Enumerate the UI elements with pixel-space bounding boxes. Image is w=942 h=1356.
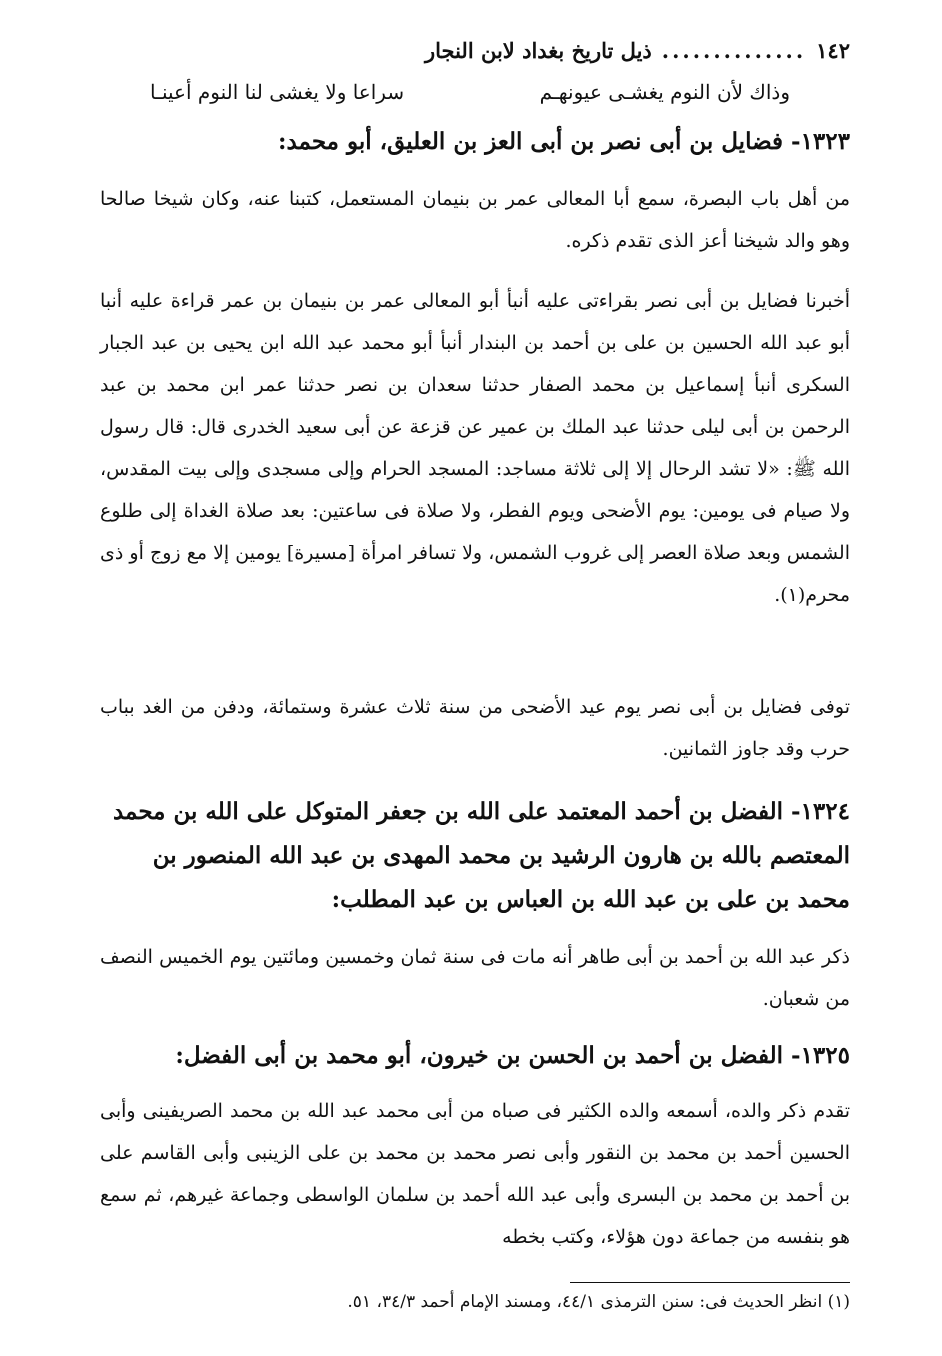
entry-1323-paragraph-2	[100, 280, 850, 616]
paragraph-text: توفى فضايل بن أبى نصر يوم عيد الأضحى من سنة ثلاث عشرة وستمائة، ودفن من الغد بباب حرب وقد جاوز الثمانين.	[100, 696, 850, 760]
entry-title-1324: ١٣٢٤- الفضل بن أحمد المعتمد على الله بن جعفر المتوكل على الله بن محمد المعتصم بالله بن هارون الرشيد بن محمد المهدى بن عبد الله المنصور بن محمد بن على بن عبد الله بن العباس بن عبد المطلب:	[112, 798, 850, 913]
page-number: ١٤٢	[816, 37, 850, 63]
entry-title-1325: ١٣٢٥- الفضل بن أحمد بن الحسن بن خيرون، أبو محمد بن أبى الفضل:	[175, 1042, 850, 1069]
entry-1325-paragraph-1	[100, 1090, 850, 1258]
poem-line	[150, 80, 790, 104]
paragraph-text: أخبرنا فضايل بن أبى نصر بقراءتى عليه أنبأ أبو المعالى عمر بن بنيمان بن عمر قراءة عليه أنبا أبو عبد الله الحسين بن على بن أحمد بن البندار أنبأ أبو محمد عبد الله ابن يحيى بن عبد الجبار السكرى أنبأ إسماعيل بن محمد الصفار حدثنا سعدان بن نصر حدثنا عمر ابن محمد بن عبد الرحمن بن أبى ليلى حدثنا عبد الملك بن عمير عن قزعة عن أبى سعيد الخدرى قال: قال رسول الله ﷺ: «لا تشد الرحال إلا إلى ثلاثة مساجد: المسجد الحرام وإلى مسجدى وإلى بيت المقدس، ولا صيام فى يومين: يوم الأضحى ويوم الفطر، ولا صلاة فى ساعتين: بعد صلاة الغداة إلى طلوع الشمس وبعد صلاة العصر إلى غروب الشمس، ولا تسافر امرأة [مسيرة] يومين إلا مع زوج أو ذى محرم(١).	[100, 290, 850, 606]
paragraph-text: تقدم ذكر والده، أسمعه والده الكثير فى صباه من أبى محمد عبد الله بن محمد الصريفينى وأبى الحسين أحمد بن محمد بن النقور وأبى نصر محمد بن محمد بن على الزينبى وأبى القاسم على بن أحمد بن محمد بن البسرى وأبى عبد الله أحمد بن سلمان الواسطى وجماعة غيرهم، ثم سمع هو بنفسه من جماعة دون هؤلاء، وكتب بخطه	[100, 1100, 850, 1248]
poem-hemistich-first: وذاك لأن النوم يغشـى عيونهـم	[539, 80, 790, 104]
entry-1323-paragraph-1	[100, 178, 850, 262]
entry-1323-paragraph-3	[100, 686, 850, 770]
entry-1324-paragraph-1	[100, 936, 850, 1020]
page-header	[90, 30, 850, 70]
header-dots: ..............	[661, 37, 807, 63]
entry-title-1323: ١٣٢٣- فضايل بن أبى نصر بن أبى العز بن العليق، أبو محمد:	[277, 128, 850, 155]
paragraph-text: من أهل باب البصرة، سمع أبا المعالى عمر بن بنيمان المستعمل، كتبنا عنه، وكان شيخا صالحا وهو والد شيخنا أعز الذى تقدم ذكره.	[100, 188, 850, 252]
footnote-divider	[570, 1282, 850, 1283]
footnote: (١) انظر الحديث فى: سنن الترمذى ٤٤/١، ومسند الإمام أحمد ٣٤/٣، ٥١.	[347, 1292, 850, 1312]
book-title: ذيل تاريخ بغداد لابن النجار	[425, 37, 652, 63]
poem-hemistich-second: سراعا ولا يغشى لنا النوم أعينـا	[150, 80, 405, 104]
paragraph-text: ذكر عبد الله بن أحمد بن أبى طاهر أنه مات فى سنة ثمان وخمسين ومائتين يوم الخميس النصف من شعبان.	[100, 946, 850, 1010]
poem-verse	[150, 76, 790, 104]
